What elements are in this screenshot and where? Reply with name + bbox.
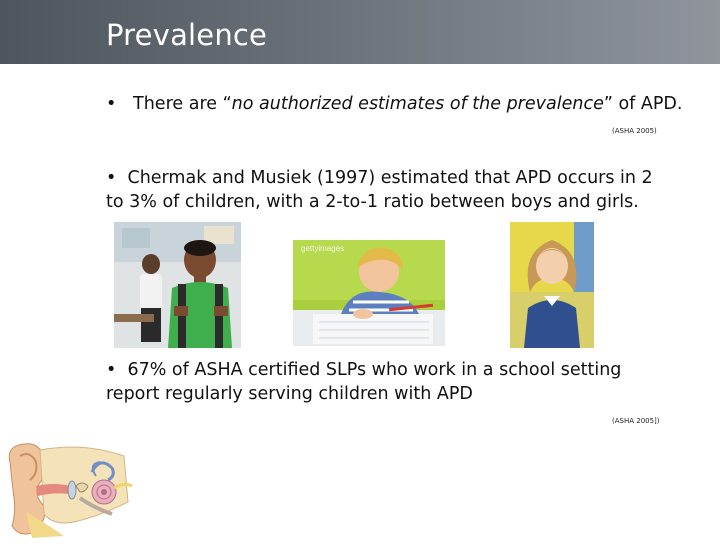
bullet-1-pre: There are “ bbox=[133, 94, 232, 114]
watermark-text: gettyimages bbox=[301, 244, 345, 253]
slide-title: Prevalence bbox=[106, 18, 268, 52]
bullet-marker: • bbox=[106, 168, 117, 188]
bullet-3-line2: report regularly serving children with APD bbox=[106, 384, 473, 404]
bullet-2 bbox=[106, 166, 706, 214]
citation-3: (ASHA 2005]) bbox=[612, 417, 660, 425]
bullet-1-quote: no authorized estimates of the prevalence bbox=[231, 94, 604, 114]
bullet-2-line1: Chermak and Musiek (1997) estimated that APD occurs in 2 bbox=[127, 168, 653, 188]
bullet-marker: • bbox=[106, 94, 117, 114]
bullet-2-line2: to 3% of children, with a 2-to-1 ratio between boys and girls. bbox=[106, 192, 639, 212]
bullet-3-line1: 67% of ASHA certified SLPs who work in a school setting bbox=[127, 360, 622, 380]
photo-boy-backpack bbox=[114, 222, 241, 348]
bullet-marker: • bbox=[106, 360, 117, 380]
bullet-1 bbox=[106, 92, 682, 116]
ear-anatomy-illustration bbox=[4, 442, 134, 544]
photo-boy-writing bbox=[293, 240, 445, 346]
bullet-1-post: ” of APD. bbox=[603, 94, 683, 114]
photo-girl bbox=[510, 222, 594, 348]
bullet-3 bbox=[106, 358, 706, 406]
citation-1: (ASHA 2005) bbox=[612, 127, 657, 135]
